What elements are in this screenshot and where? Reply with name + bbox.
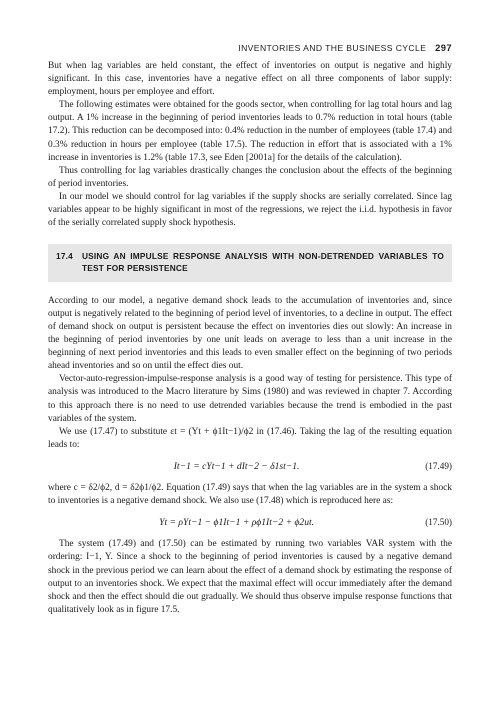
equation-number: (17.49) xyxy=(425,460,452,471)
equation-number: (17.50) xyxy=(425,517,452,528)
paragraph: We use (17.47) to substitute εt = (Yt + ϕ1It−1)/ϕ2 in (17.46). Taking the lag of the resulting equation leads to: xyxy=(48,426,452,450)
section-title: USING AN IMPULSE RESPONSE ANALYSIS WITH NON-DETRENDED VARIABLES TO TEST FOR PERSISTENCE xyxy=(81,251,444,274)
paragraph: According to our model, a negative demand shock leads to the accumulation of inventories and, since output is negatively related to the beginning of period level of inventories, to a decline in output. The effect of demand shock on output is persistent because the effect on inventories dies out slowly: An increase in the beginning of period inventories by one unit leads on average to less than a unit increase in the beginning of next period inventories and this leads to even smaller effect on the beginning of two periods ahead inventories and so on until the effect dies out. xyxy=(48,295,452,372)
body-text xyxy=(48,60,452,617)
paragraph: The system (17.49) and (17.50) can be estimated by running two variables VAR system with the ordering: I−1, Y. Since a shock to the beginning of period inventories is caused by a negative demand shock in the previous period we can learn about the effect of a demand shock by estimating the response of output to an inventories shock. We expect that the maximal effect will occur immediately after the demand shock and then the effect should die out gradually. We should thus observe impulse response functions that qualitatively look as in figure 17.5. xyxy=(48,539,452,615)
running-header xyxy=(238,42,452,53)
paragraph: where c = δ2/ϕ2, d = δ2ϕ1/ϕ2. Equation (17.49) says that when the lag variables are in the system a shock to inventories is a negative demand shock. We also use (17.48) which is reproduced here as: xyxy=(48,483,452,507)
paragraph: The following estimates were obtained for the goods sector, when controlling for lag total hours and lag output. A 1% increase in the beginning of period inventories leads to 0.7% reduction in total hours (table 17.2). This reduction can be decomposed into: 0.4% reduction in the number of employees (table 17.4) and 0.3% reduction in hours per employee (table 17.5). The reduction in effort that is associated with a 1% increase in inventories is 1.2% (table 17.3, see Eden [2001a] for the details of the calculation). xyxy=(48,100,452,163)
paragraph: But when lag variables are held constant, the effect of inventories on output is negative and highly significant. In this case, inventories have a negative effect on all three components of labor supply: employment, hours per employee and effort. xyxy=(48,61,452,98)
page-number: 297 xyxy=(435,42,452,53)
equation-expression: Yt = ρYt−1 − ϕ1It−1 + ρϕ1It−2 + ϕ2ut. xyxy=(159,517,315,529)
paragraph: Thus controlling for lag variables drastically changes the conclusion about the effects of the beginning of period inventories. xyxy=(48,165,452,189)
paragraph: Vector-auto-regression-impulse-response analysis is a good way of testing for persistence. This type of analysis was introduced to the Macro literature by Sims (1980) and was reviewed in chapter 7. According to this approach there is no need to use detrended variables because the trend is embodied in the past variables of the system. xyxy=(48,374,452,424)
equation-17-50 xyxy=(48,516,452,529)
equation-17-49 xyxy=(48,460,452,473)
paragraph: In our model we should control for lag variables if the supply shocks are serially correlated. Since lag variables appear to be highly significant in most of the regressions, we reject the i.i.d. hypothesis in favor of the serially correlated supply shock hypothesis. xyxy=(48,191,452,229)
section-heading xyxy=(48,244,452,282)
running-title: INVENTORIES AND THE BUSINESS CYCLE xyxy=(238,43,427,53)
equation-expression: It−1 = cYt−1 + dIt−2 − δ1st−1. xyxy=(173,460,300,472)
section-number: 17.4 xyxy=(56,251,73,262)
